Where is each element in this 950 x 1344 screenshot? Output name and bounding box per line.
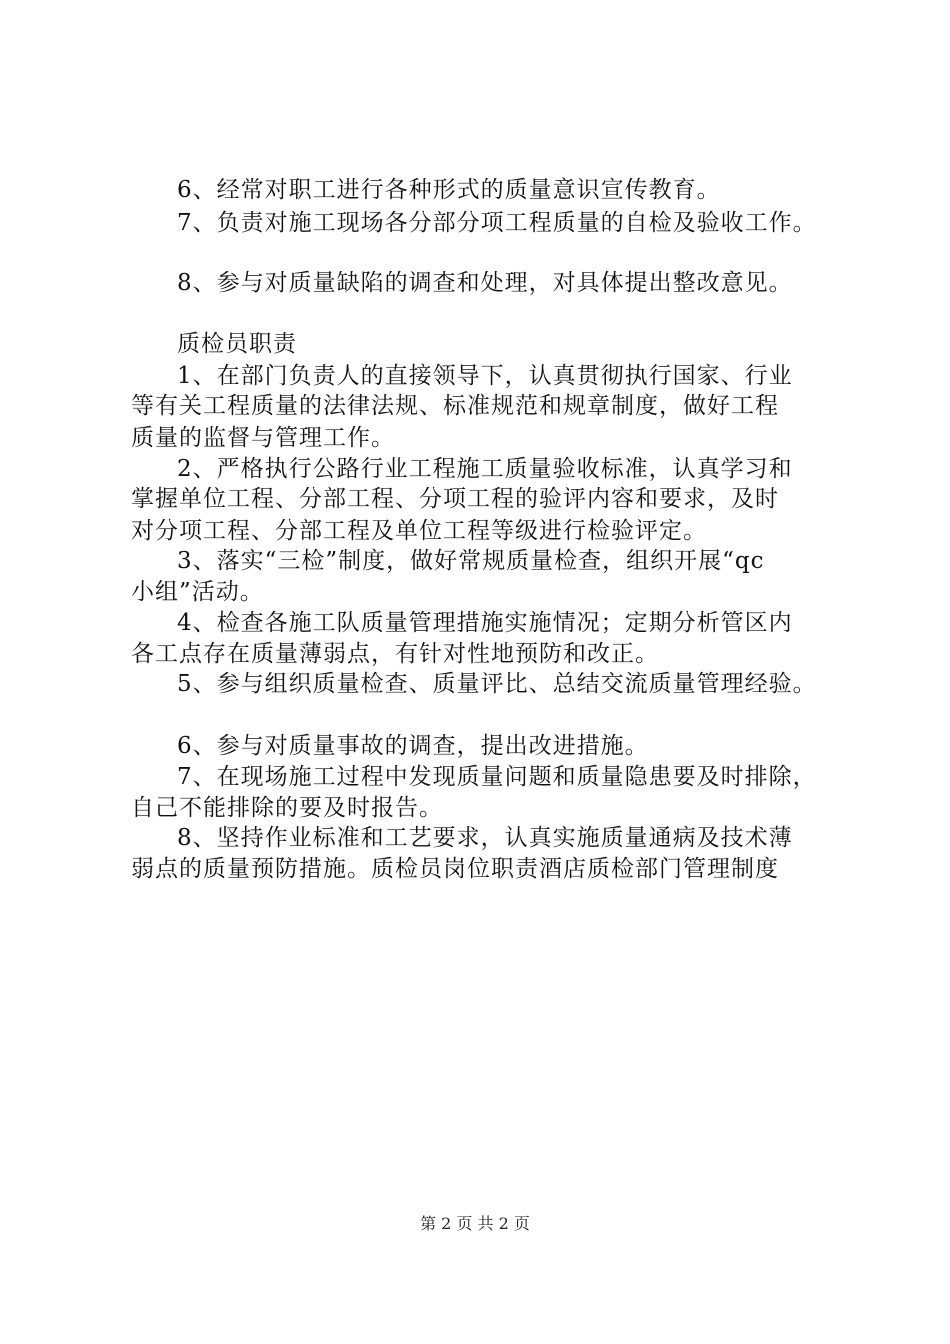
paragraph-line: 7、负责对施工现场各分部分项工程质量的自检及验收工作。 bbox=[177, 210, 817, 236]
paragraph-line: 5、参与组织质量检查、质量评比、总结交流质量管理经验。 bbox=[177, 671, 817, 697]
paragraph-line: 3、落实“三检”制度，做好常规质量检查，组织开展“qc bbox=[177, 548, 765, 574]
paragraph-line: 各工点存在质量薄弱点，有针对性地预防和改正。 bbox=[131, 641, 659, 667]
paragraph-line: 自己不能排除的要及时报告。 bbox=[131, 795, 443, 821]
page-number-footer: 第 2 页 共 2 页 bbox=[420, 1214, 530, 1233]
paragraph-line: 掌握单位工程、分部工程、分项工程的验评内容和要求，及时 bbox=[131, 486, 779, 512]
paragraph-line: 质量的监督与管理工作。 bbox=[131, 425, 395, 451]
paragraph-line: 4、检查各施工队质量管理措施实施情况；定期分析管区内 bbox=[177, 610, 793, 636]
paragraph-line: 1、在部门负责人的直接领导下，认真贯彻执行国家、行业 bbox=[177, 363, 793, 389]
paragraph-line: 小组”活动。 bbox=[131, 579, 264, 605]
paragraph-line: 6、参与对质量事故的调查，提出改进措施。 bbox=[177, 733, 649, 759]
paragraph-line: 8、参与对质量缺陷的调查和处理，对具体提出整改意见。 bbox=[177, 270, 793, 296]
paragraph-line: 2、严格执行公路行业工程施工质量验收标准，认真学习和 bbox=[177, 456, 793, 482]
paragraph-line: 对分项工程、分部工程及单位工程等级进行检验评定。 bbox=[131, 518, 707, 544]
section-heading: 质检员职责 bbox=[177, 331, 297, 357]
paragraph-line: 8、坚持作业标准和工艺要求，认真实施质量通病及技术薄 bbox=[177, 825, 793, 851]
paragraph-line: 等有关工程质量的法律法规、标准规范和规章制度，做好工程 bbox=[131, 393, 779, 419]
paragraph-line: 6、经常对职工进行各种形式的质量意识宣传教育。 bbox=[177, 177, 721, 203]
paragraph-line: 弱点的质量预防措施。质检员岗位职责酒店质检部门管理制度 bbox=[131, 856, 779, 882]
paragraph-line: 7、在现场施工过程中发现质量问题和质量隐患要及时排除， bbox=[177, 764, 817, 790]
